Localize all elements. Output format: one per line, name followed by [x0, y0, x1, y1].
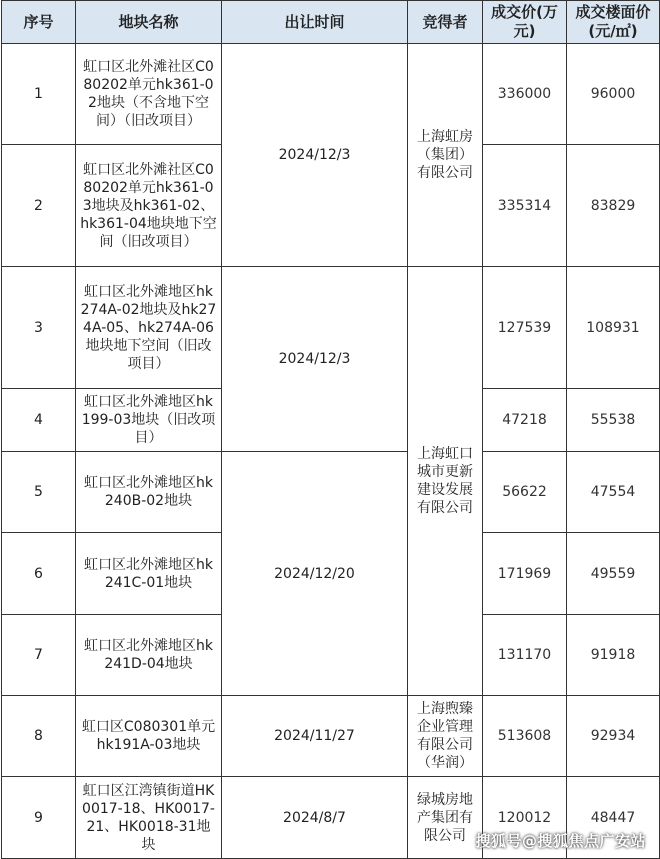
- row-index: 9: [2, 777, 76, 859]
- land-transaction-table: [1, 0, 660, 859]
- price: 120012: [483, 777, 567, 859]
- parcel-name: 虹口区北外滩地区hk240B-02地块: [76, 452, 222, 533]
- row-index: 1: [2, 44, 76, 145]
- price: 56622: [483, 452, 567, 533]
- row-index: 7: [2, 615, 76, 696]
- transfer-date: 2024/12/3: [222, 267, 408, 452]
- price: 336000: [483, 44, 567, 145]
- unit-price: 92934: [567, 696, 660, 777]
- table-header-row: [2, 1, 660, 44]
- row-index: 2: [2, 145, 76, 267]
- parcel-name: 虹口区北外滩社区C080202单元hk361-02地块（不含地下空间）（旧改项目）: [76, 44, 222, 145]
- unit-price: 47554: [567, 452, 660, 533]
- unit-price: 48447: [567, 777, 660, 859]
- header-winner: 竞得者: [408, 1, 483, 44]
- unit-price: 55538: [567, 389, 660, 452]
- parcel-name: 虹口区北外滩地区hk274A-02地块及hk274A-05、hk274A-06地块地下空间（旧改项目）: [76, 267, 222, 389]
- price: 335314: [483, 145, 567, 267]
- table-row: [2, 452, 660, 533]
- parcel-name: 虹口区北外滩地区hk241D-04地块: [76, 615, 222, 696]
- unit-price: 96000: [567, 44, 660, 145]
- row-index: 8: [2, 696, 76, 777]
- row-index: 4: [2, 389, 76, 452]
- unit-price: 49559: [567, 533, 660, 615]
- winner: 上海虹口城市更新建设发展有限公司: [408, 267, 483, 696]
- transfer-date: 2024/12/3: [222, 44, 408, 267]
- parcel-name: 虹口区北外滩地区hk199-03地块（旧改项目）: [76, 389, 222, 452]
- price: 131170: [483, 615, 567, 696]
- header-price: 成交价(万元): [483, 1, 567, 44]
- header-parcel-name: 地块名称: [76, 1, 222, 44]
- price: 513608: [483, 696, 567, 777]
- parcel-name: 虹口区北外滩地区hk241C-01地块: [76, 533, 222, 615]
- winner: 上海煦臻企业管理有限公司（华润）: [408, 696, 483, 777]
- table-row: [2, 44, 660, 145]
- header-index: 序号: [2, 1, 76, 44]
- table-row: [2, 696, 660, 777]
- watermark: 搜狐号@搜狐焦点广安站: [475, 832, 646, 850]
- parcel-name: 虹口区江湾镇街道HK0017-18、HK0017-21、HK0018-31地块: [76, 777, 222, 859]
- header-unit-price: 成交楼面价(元/㎡): [567, 1, 660, 44]
- unit-price: 108931: [567, 267, 660, 389]
- header-transfer-date: 出让时间: [222, 1, 408, 44]
- winner: 绿城房地产集团有限公司: [408, 777, 483, 859]
- transfer-date: 2024/8/7: [222, 777, 408, 859]
- unit-price: 83829: [567, 145, 660, 267]
- parcel-name: 虹口区C080301单元hk191A-03地块: [76, 696, 222, 777]
- row-index: 3: [2, 267, 76, 389]
- winner: 上海虹房（集团）有限公司: [408, 44, 483, 267]
- price: 171969: [483, 533, 567, 615]
- transfer-date: 2024/12/20: [222, 452, 408, 696]
- parcel-name: 虹口区北外滩社区C080202单元hk361-03地块及hk361-02、hk361-04地块地下空间（旧改项目）: [76, 145, 222, 267]
- unit-price: 91918: [567, 615, 660, 696]
- table-row: [2, 267, 660, 389]
- row-index: 6: [2, 533, 76, 615]
- row-index: 5: [2, 452, 76, 533]
- transfer-date: 2024/11/27: [222, 696, 408, 777]
- price: 47218: [483, 389, 567, 452]
- price: 127539: [483, 267, 567, 389]
